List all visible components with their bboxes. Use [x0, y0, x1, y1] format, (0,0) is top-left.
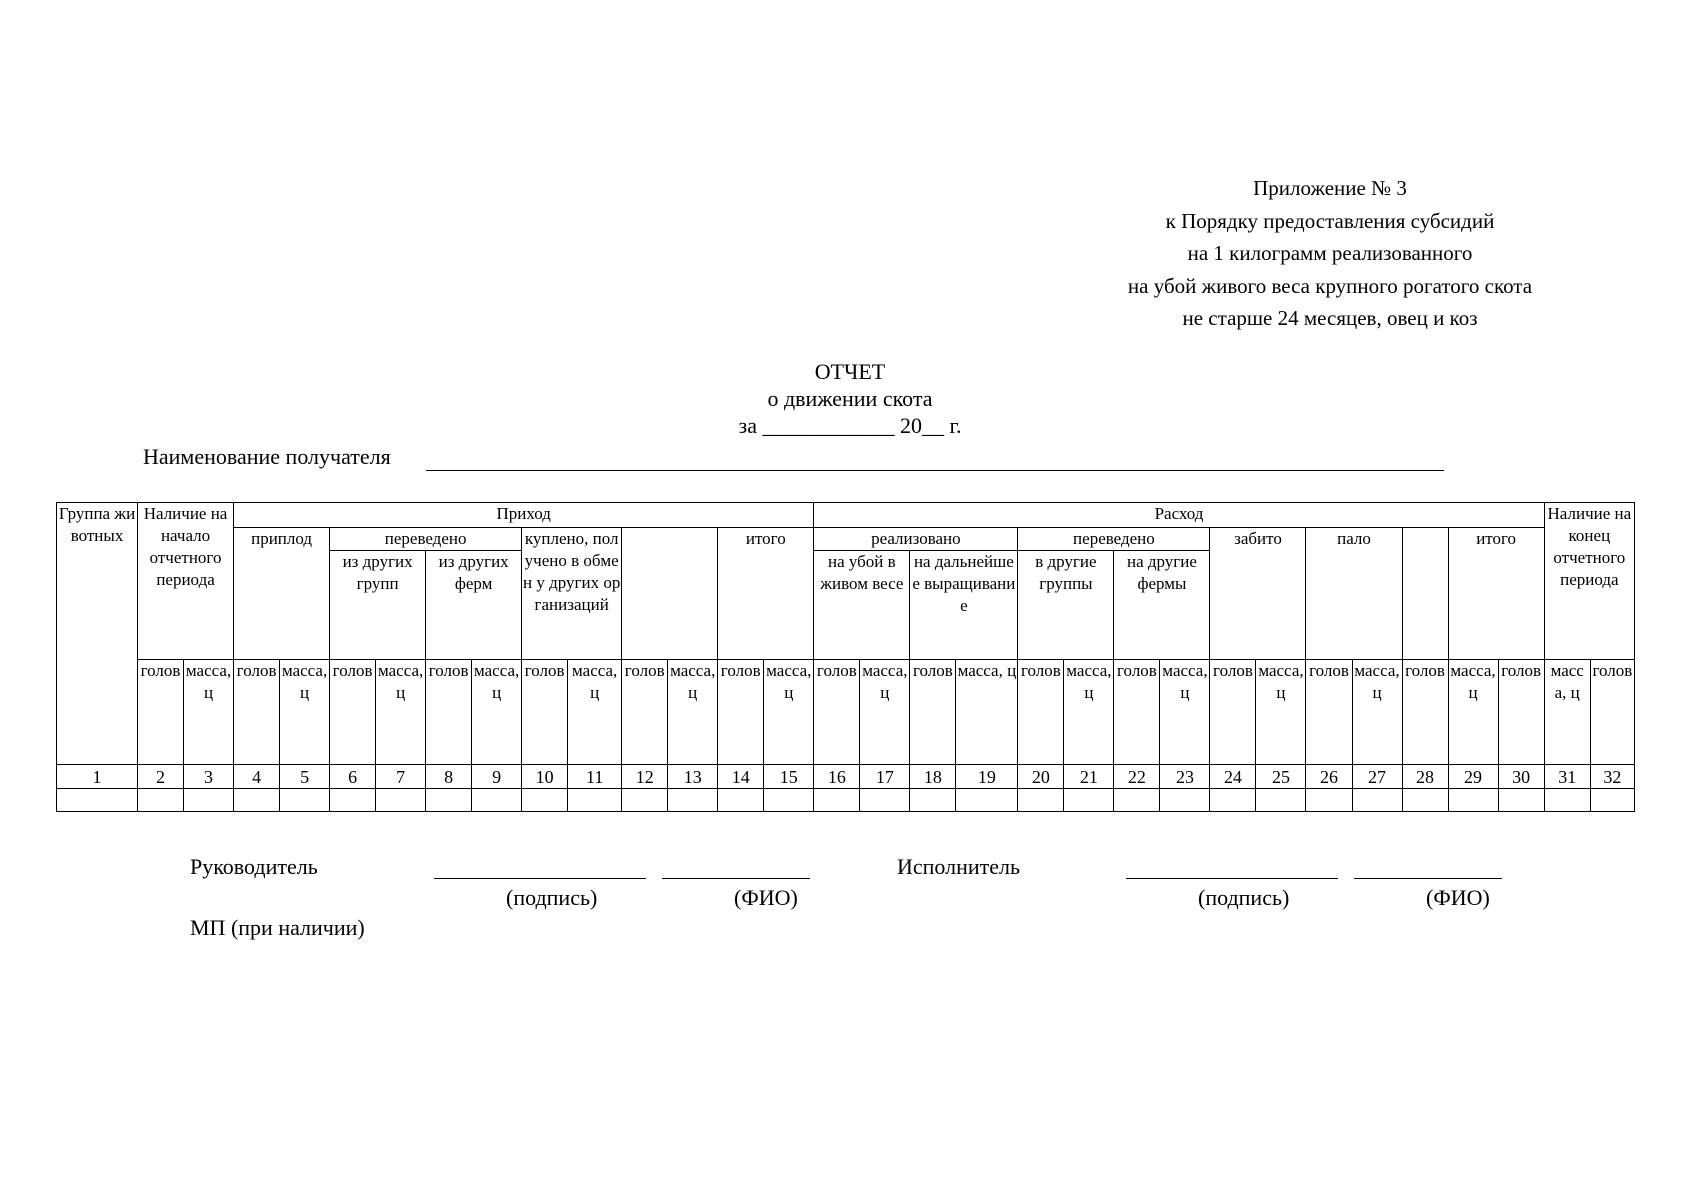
- column-number: 16: [814, 765, 860, 789]
- data-cell[interactable]: [1590, 789, 1634, 812]
- column-number: 21: [1064, 765, 1114, 789]
- data-cell[interactable]: [522, 789, 568, 812]
- expense-total-header: итого: [1448, 528, 1544, 660]
- report-title: [620, 358, 1080, 439]
- sub-header-cell: масса, ц: [184, 660, 234, 765]
- column-number: 28: [1402, 765, 1448, 789]
- sub-header-cell: голов: [1018, 660, 1064, 765]
- executor-fio-line[interactable]: [1354, 878, 1502, 879]
- data-cell[interactable]: [1448, 789, 1498, 812]
- sub-header-cell: масса, ц: [860, 660, 910, 765]
- column-number: 31: [1544, 765, 1590, 789]
- data-cell[interactable]: [910, 789, 956, 812]
- data-cell[interactable]: [1160, 789, 1210, 812]
- data-cell[interactable]: [426, 789, 472, 812]
- sub-header-cell: масса, ц: [568, 660, 622, 765]
- data-cell[interactable]: [718, 789, 764, 812]
- data-cell[interactable]: [568, 789, 622, 812]
- column-number: 6: [330, 765, 376, 789]
- data-cell[interactable]: [1498, 789, 1544, 812]
- sub-header-cell: масса, ц: [1064, 660, 1114, 765]
- column-number: 27: [1352, 765, 1402, 789]
- column-number: 11: [568, 765, 622, 789]
- column-number: 18: [910, 765, 956, 789]
- column-number: 20: [1018, 765, 1064, 789]
- income-header: Приход: [234, 503, 814, 528]
- data-cell[interactable]: [1210, 789, 1256, 812]
- sub-header-cell: голов: [1402, 660, 1448, 765]
- data-cell[interactable]: [622, 789, 668, 812]
- to-groups-header: в другие группы: [1018, 551, 1114, 660]
- column-number: 30: [1498, 765, 1544, 789]
- livestock-movement-table: [56, 502, 1635, 812]
- bought-header: куплено, получено в обмен у других организаций: [522, 528, 622, 660]
- title-period: за ____________ 20__ г.: [738, 413, 962, 438]
- sub-header-cell: масса, ц: [1352, 660, 1402, 765]
- column-number: 19: [956, 765, 1018, 789]
- executor-signature-caption: (подпись): [1198, 885, 1290, 910]
- column-number: 12: [622, 765, 668, 789]
- sub-header-cell: голов: [814, 660, 860, 765]
- appendix-line: к Порядку предоставления субсидий: [1165, 208, 1495, 233]
- title-sub: о движении скота: [767, 386, 933, 411]
- expense-blank-header: [1402, 528, 1448, 660]
- data-cell[interactable]: [280, 789, 330, 812]
- column-number: 22: [1114, 765, 1160, 789]
- column-number: 7: [376, 765, 426, 789]
- slaughtered-header: забито: [1210, 528, 1306, 660]
- sub-header-cell: голов: [522, 660, 568, 765]
- sub-header-cell: голов: [1590, 660, 1634, 765]
- sub-header-cell: голов: [330, 660, 376, 765]
- income-blank-header: [622, 528, 718, 660]
- data-cell[interactable]: [1306, 789, 1352, 812]
- slaughter-live-header: на убой в живом весе: [814, 551, 910, 660]
- sub-header-cell: голов: [1114, 660, 1160, 765]
- column-number: 4: [234, 765, 280, 789]
- income-total-header: итого: [718, 528, 814, 660]
- column-number: 8: [426, 765, 472, 789]
- column-number: 5: [280, 765, 330, 789]
- col-group-header: Группа животных: [57, 503, 138, 765]
- sub-header-cell: масса, ц: [472, 660, 522, 765]
- title-main: ОТЧЕТ: [814, 359, 886, 384]
- sub-header-cell: голов: [1498, 660, 1544, 765]
- data-cell[interactable]: [138, 789, 184, 812]
- data-cell[interactable]: [1352, 789, 1402, 812]
- column-number: 29: [1448, 765, 1498, 789]
- column-number: 32: [1590, 765, 1634, 789]
- column-number: 14: [718, 765, 764, 789]
- recipient-label: Наименование получателя: [143, 444, 391, 469]
- appendix-line: Приложение № 3: [1253, 176, 1407, 200]
- offspring-header: приплод: [234, 528, 330, 660]
- recipient-field-line[interactable]: [426, 470, 1444, 471]
- column-number: 10: [522, 765, 568, 789]
- data-cell[interactable]: [1114, 789, 1160, 812]
- executor-fio-caption: (ФИО): [1426, 885, 1490, 910]
- died-header: пало: [1306, 528, 1402, 660]
- column-number: 17: [860, 765, 910, 789]
- col-start-header: Наличие на начало отчетного периода: [138, 503, 234, 660]
- data-cell[interactable]: [1544, 789, 1590, 812]
- data-cell[interactable]: [376, 789, 426, 812]
- sub-header-cell: голов: [910, 660, 956, 765]
- data-cell[interactable]: [1064, 789, 1114, 812]
- further-rearing-header: на дальнейшее выращивание: [910, 551, 1018, 660]
- col-end-header: Наличие на конец отчетного периода: [1544, 503, 1634, 660]
- column-number: 25: [1256, 765, 1306, 789]
- column-number: 24: [1210, 765, 1256, 789]
- executor-signature-line[interactable]: [1126, 878, 1338, 879]
- data-cell[interactable]: [860, 789, 910, 812]
- head-signature-line[interactable]: [434, 878, 646, 879]
- sub-header-cell: масса, ц: [764, 660, 814, 765]
- data-cell[interactable]: [668, 789, 718, 812]
- column-number: 13: [668, 765, 718, 789]
- data-cell[interactable]: [234, 789, 280, 812]
- sub-header-cell: голов: [622, 660, 668, 765]
- column-number: 15: [764, 765, 814, 789]
- sub-header-cell: голов: [234, 660, 280, 765]
- sold-header: реализовано: [814, 528, 1018, 551]
- column-number: 1: [57, 765, 138, 789]
- sub-header-cell: масса, ц: [1448, 660, 1498, 765]
- head-fio-line[interactable]: [662, 878, 810, 879]
- data-cell[interactable]: [1402, 789, 1448, 812]
- appendix-line: на убой живого веса крупного рогатого скота: [1127, 273, 1533, 298]
- from-groups-header: из других групп: [330, 551, 426, 660]
- stamp-label: МП (при наличии): [190, 915, 365, 940]
- from-farms-header: из других ферм: [426, 551, 522, 660]
- column-number: 3: [184, 765, 234, 789]
- sub-header-cell: голов: [718, 660, 764, 765]
- sub-header-cell: масса, ц: [1160, 660, 1210, 765]
- column-number: 23: [1160, 765, 1210, 789]
- sub-header-cell: масса, ц: [376, 660, 426, 765]
- sub-header-cell: масса, ц: [956, 660, 1018, 765]
- data-cell[interactable]: [1018, 789, 1064, 812]
- column-number: 26: [1306, 765, 1352, 789]
- data-cell[interactable]: [472, 789, 522, 812]
- data-cell[interactable]: [956, 789, 1018, 812]
- data-cell[interactable]: [330, 789, 376, 812]
- expense-transferred-header: переведено: [1018, 528, 1210, 551]
- to-farms-header: на другие фермы: [1114, 551, 1210, 660]
- data-cell[interactable]: [184, 789, 234, 812]
- data-cell[interactable]: [57, 789, 138, 812]
- sub-header-cell: масса, ц: [280, 660, 330, 765]
- data-cell[interactable]: [764, 789, 814, 812]
- expense-header: Расход: [814, 503, 1544, 528]
- column-number: 2: [138, 765, 184, 789]
- sub-header-cell: масса, ц: [1256, 660, 1306, 765]
- sub-header-cell: голов: [1210, 660, 1256, 765]
- income-transferred-header: переведено: [330, 528, 522, 551]
- head-fio-caption: (ФИО): [734, 885, 798, 910]
- appendix-line: на 1 килограмм реализованного: [1187, 241, 1473, 265]
- column-number: 9: [472, 765, 522, 789]
- head-signature-caption: (подпись): [506, 885, 598, 910]
- appendix-heading: [1060, 172, 1600, 335]
- appendix-line: не старше 24 месяцев, овец и коз: [1182, 306, 1478, 330]
- sub-header-cell: голов: [1306, 660, 1352, 765]
- sub-header-cell: голов: [138, 660, 184, 765]
- head-label: Руководитель: [190, 854, 318, 879]
- data-cell[interactable]: [1256, 789, 1306, 812]
- sub-header-cell: голов: [426, 660, 472, 765]
- sub-header-cell: масса, ц: [668, 660, 718, 765]
- data-cell[interactable]: [814, 789, 860, 812]
- sub-header-cell: масса, ц: [1544, 660, 1590, 765]
- executor-label: Исполнитель: [897, 854, 1021, 879]
